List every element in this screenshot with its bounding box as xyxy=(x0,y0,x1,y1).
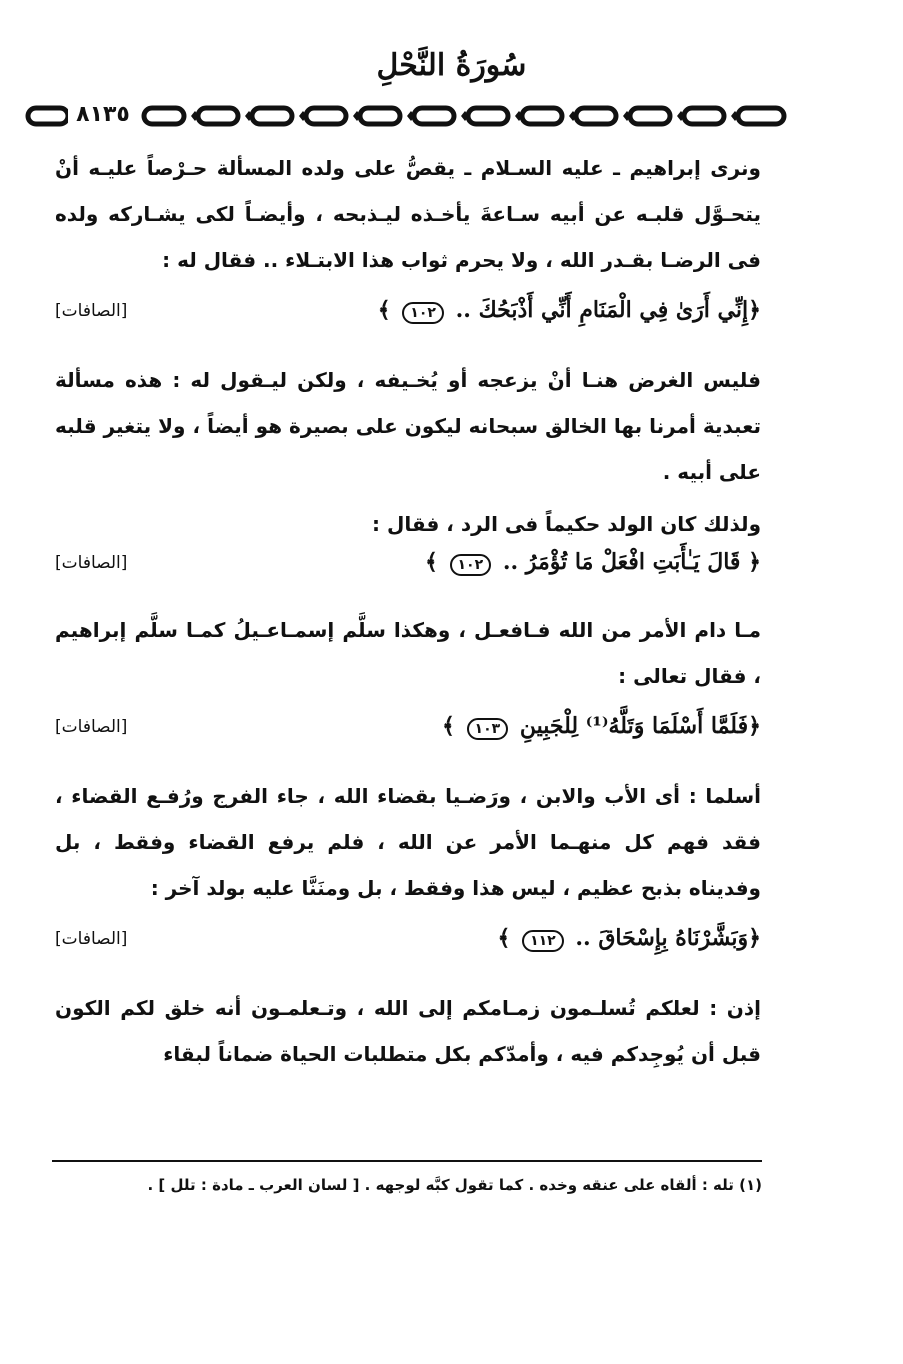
verse-reference: [الصافات] xyxy=(55,301,128,321)
verse-words: ﴿ قَالَ يَـٰأَبَتِ افْعَلْ مَا تُؤْمَرُ .. xyxy=(502,549,761,575)
verse-close-bracket: ﴾ xyxy=(424,549,438,575)
verse-reference: [الصافات] xyxy=(55,553,128,573)
verse-words: ﴿وَبَشَّرْنَاهُ بِإِسْحَاقَ .. xyxy=(575,925,761,951)
verse-text xyxy=(425,549,761,576)
footnote: (١) تله : ألقاه على عنقه وخده . كما تقول كبَّه لوجهه . [ لسان العرب ـ مادة : تلل ] . xyxy=(147,1176,762,1194)
paragraph-2: فليس الغرض هنـا أنْ يزعجه أو يُخـيفه ، ولكن ليـقول له : هذه مسألة تعبدية أمرنا بها الخالق سبحانه ليكون على بصيرة هو أيضاً ، ولا يتغير قلبه على أبيه . xyxy=(55,368,761,484)
quran-verse-2 xyxy=(55,547,761,599)
page-body xyxy=(55,145,761,1083)
quran-verse-4 xyxy=(55,917,761,977)
verse-close-bracket: ﴾ xyxy=(377,297,391,323)
page-number: ٨١٣٥ xyxy=(68,100,138,130)
verse-reference: [الصافات] xyxy=(55,929,128,949)
verse-number: ١٠٢ xyxy=(450,554,492,576)
paragraph-4: مـا دام الأمر من الله فـافعـل ، وهكذا سلَّم إسمـاعـيلُ كمـا سلَّم إبراهيم ، فقال تعالى : xyxy=(55,618,761,688)
footnote-divider xyxy=(52,1160,762,1162)
verse-number: ١١٢ xyxy=(522,930,564,952)
quran-verse-1 xyxy=(55,289,761,349)
surah-title: سُورَةُ النَّحْلِ xyxy=(376,48,527,83)
verse-text xyxy=(378,297,761,324)
verse-reference: [الصافات] xyxy=(55,717,128,737)
quran-verse-3 xyxy=(55,705,761,765)
paragraph-1: ونرى إبراهيم ـ عليه السـلام ـ يقصُّ على ولده المسألة حـرْصاً عليـه أنْ يتحـوَّل قلبـه عن أبيه سـاعةَ يأخـذه ليـذبحه ، وأيضـاً لكى يشـاركه ولده فى الرضـا بقـدر الله ، ولا يحرم ثواب هذا الابتـلاء .. فقال له : xyxy=(55,156,761,272)
verse-words: ﴿فَلَمَّا أَسْلَمَا وَتَلَّهُ⁽¹⁾ لِلْجَبِينِ xyxy=(519,713,761,739)
verse-close-bracket: ﴾ xyxy=(441,713,455,739)
paragraph-3: ولذلك كان الولد حكيماً فى الرد ، فقال : xyxy=(372,512,761,536)
verse-words: ﴿إِنِّي أَرَىٰ فِي الْمَنَامِ أَنِّي أَذْبَحُكَ .. xyxy=(455,297,761,323)
paragraph-5: أسلما : أى الأب والابن ، ورَضـيا بقضاء الله ، جاء الفرج ورُفـع القضاء ، فقد فهم كل منهـما الأمر عن الله ، فلم يرفع القضاء وفقط ، بل وفديناه بذبح عظيم ، ليس هذا وفقط ، بل ومنَنَّا عليه بولد آخر : xyxy=(55,784,761,900)
paragraph-6: إذن : لعلكم تُسلـمون زمـامكم إلى الله ، وتـعلمـون أنه خلق لكم الكون قبل أن يُوجِدكم فيه ، وأمدّكم بكل متطلبات الحياة ضماناً لبقاء xyxy=(55,996,761,1066)
verse-text xyxy=(442,713,761,740)
verse-text xyxy=(498,925,762,952)
verse-close-bracket: ﴾ xyxy=(497,925,511,951)
verse-number: ١٠٢ xyxy=(402,302,444,324)
verse-number: ١٠٣ xyxy=(467,718,509,740)
